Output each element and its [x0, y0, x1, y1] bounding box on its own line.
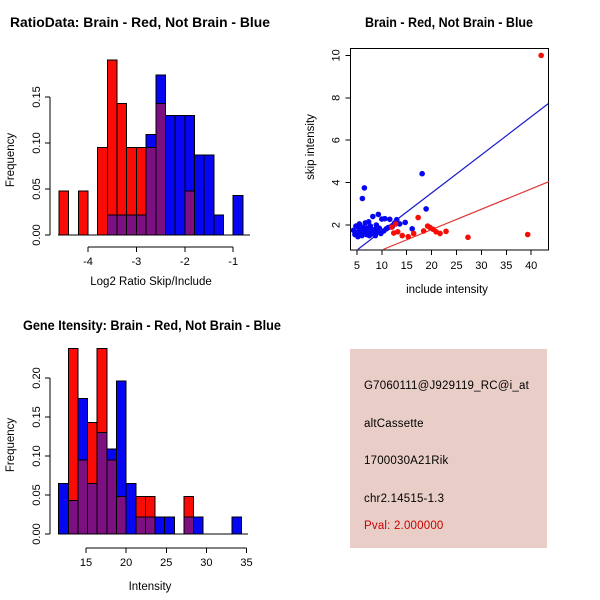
x-tick-label: 20 — [120, 557, 133, 569]
histogram-bar-red — [136, 148, 146, 215]
gene-info-panel — [350, 349, 547, 548]
histogram-bar-overlap — [97, 433, 107, 534]
histogram-bar-blue — [232, 517, 242, 534]
scatter-point-red — [405, 234, 411, 240]
y-tick-label: 2 — [330, 221, 343, 229]
intensity-scatter-panel — [300, 0, 600, 300]
x-tick-label: 25 — [450, 260, 463, 272]
plot-area — [31, 60, 250, 268]
histogram-bar-red — [78, 191, 88, 235]
scatter-point-blue — [387, 216, 393, 222]
histogram-bar-blue — [59, 483, 69, 534]
y-tick-label: 0.20 — [31, 367, 43, 389]
histogram-bar-blue — [214, 215, 224, 235]
y-tick-label: 0.10 — [31, 445, 43, 467]
histogram-bar-overlap — [127, 215, 137, 235]
histogram-bar-red — [97, 348, 107, 432]
histogram-bar-red — [136, 497, 146, 517]
histogram-bar-blue — [204, 155, 214, 235]
gene-intensity-histogram-panel — [0, 300, 300, 600]
histogram-bar-blue — [175, 115, 185, 235]
scatter-point-red — [395, 229, 401, 235]
chart-title: Brain - Red, Not Brain - Blue — [365, 15, 534, 30]
splice-event-type-text: altCassette — [364, 418, 424, 430]
y-tick-label: 0.05 — [31, 178, 43, 200]
x-tick-label: 15 — [79, 557, 93, 569]
histogram-bar-red — [98, 148, 108, 235]
y-axis-label: Frequency — [5, 417, 17, 473]
y-tick-label: 10 — [330, 49, 343, 62]
y-tick-label: 0.00 — [31, 224, 43, 246]
x-tick-label: 35 — [240, 557, 253, 569]
scatter-point-red — [399, 233, 405, 239]
x-tick-label: 20 — [425, 260, 438, 272]
histogram-bar-blue — [185, 115, 195, 190]
histogram-bar-blue — [155, 517, 165, 534]
scatter-point-blue — [382, 216, 388, 222]
x-tick-label: 30 — [200, 557, 213, 569]
histogram-bar-blue — [117, 381, 127, 496]
histogram-bar-overlap — [117, 497, 127, 534]
histogram-bar-red — [59, 191, 69, 235]
histogram-bar-red — [117, 103, 127, 214]
y-tick-label: 0.10 — [31, 132, 43, 154]
y-tick-label: 4 — [330, 179, 343, 186]
chromosome-location-text: chr2.14515-1.3 — [364, 493, 445, 505]
scatter-point-red — [443, 229, 449, 235]
histogram-bar-blue — [146, 135, 156, 148]
histogram-bar-overlap — [136, 517, 146, 534]
y-tick-label: 0.15 — [31, 406, 43, 428]
histogram-bar-overlap — [68, 500, 78, 534]
histogram-bar-overlap — [185, 191, 195, 235]
scatter-point-blue — [360, 196, 366, 202]
scatter-point-blue — [376, 212, 382, 218]
scatter-point-blue — [362, 185, 368, 191]
scatter-point-red — [437, 231, 443, 237]
histogram-bar-blue — [126, 483, 136, 534]
histogram-bar-blue — [233, 195, 243, 235]
y-tick-label: 6 — [330, 137, 343, 144]
x-tick-label: -1 — [228, 256, 239, 268]
histogram-bar-blue — [194, 155, 204, 235]
x-tick-label: 30 — [475, 260, 488, 272]
histogram-bar-blue — [78, 398, 88, 460]
x-tick-label: 40 — [525, 260, 538, 272]
histogram-bar-overlap — [184, 517, 194, 534]
probe-id-text: G7060111@J929119_RC@i_at — [364, 380, 529, 392]
y-axis-label: skip intensity — [305, 114, 317, 180]
x-axis-label: include intensity — [406, 284, 488, 296]
histogram-bar-overlap — [156, 103, 166, 235]
y-axis-label: Frequency — [5, 132, 17, 188]
y-tick-label: 0.05 — [31, 484, 43, 506]
histogram-bar-blue — [156, 75, 166, 104]
histogram-bar-overlap — [136, 215, 146, 235]
histogram-bar-overlap — [117, 215, 127, 235]
ratio-histogram-panel — [0, 0, 300, 300]
histogram-bar-overlap — [107, 460, 117, 534]
x-tick-label: 5 — [353, 260, 360, 272]
histogram-bar-red — [184, 497, 194, 517]
scatter-point-red — [465, 234, 471, 240]
x-tick-label: -2 — [179, 256, 190, 268]
x-axis-label: Log2 Ratio Skip/Include — [90, 276, 212, 288]
x-tick-label: 35 — [500, 260, 513, 272]
histogram-bar-blue — [194, 517, 204, 534]
x-tick-label: 25 — [160, 557, 173, 569]
histogram-bar-red — [68, 348, 78, 500]
y-tick-label: 8 — [330, 94, 343, 101]
scatter-point-blue — [402, 220, 408, 226]
histogram-bar-overlap — [88, 483, 98, 534]
histogram-bar-overlap — [107, 215, 117, 235]
scatter-point-blue — [423, 206, 429, 212]
histogram-bar-overlap — [145, 517, 155, 534]
scatter-point-red — [525, 232, 531, 238]
scatter-point-red — [538, 53, 544, 59]
scatter-point-red — [411, 231, 417, 237]
histogram-bar-red — [127, 148, 137, 215]
histogram-bar-blue — [165, 115, 175, 235]
plot-area — [331, 48, 549, 272]
histogram-bar-blue — [165, 517, 175, 534]
chart-title: Gene Itensity: Brain - Red, Not Brain - Blue — [23, 318, 282, 333]
chart-title: RatioData: Brain - Red, Not Brain - Blue — [10, 15, 271, 30]
x-axis-label: Intensity — [128, 581, 172, 593]
x-tick-label: -4 — [83, 256, 93, 268]
histogram-bar-red — [88, 422, 98, 483]
pval-text: Pval: 2.000000 — [364, 520, 444, 532]
scatter-point-red — [393, 221, 399, 227]
x-tick-label: 15 — [400, 260, 413, 272]
x-tick-label: -3 — [131, 256, 142, 268]
plot-area — [31, 348, 253, 569]
x-tick-label: 10 — [375, 260, 388, 272]
histogram-bar-red — [145, 497, 155, 517]
histogram-bar-overlap — [78, 460, 88, 534]
scatter-point-red — [421, 228, 427, 234]
histogram-bar-blue — [107, 449, 117, 460]
histogram-bar-red — [107, 60, 117, 215]
y-tick-label: 0.15 — [31, 86, 43, 108]
scatter-point-red — [415, 215, 421, 221]
y-tick-label: 0.00 — [31, 523, 43, 545]
histogram-bar-overlap — [146, 148, 156, 235]
scatter-point-blue — [370, 214, 376, 220]
scatter-point-blue — [419, 171, 425, 177]
gene-symbol-text: 1700030A21Rik — [364, 455, 449, 467]
